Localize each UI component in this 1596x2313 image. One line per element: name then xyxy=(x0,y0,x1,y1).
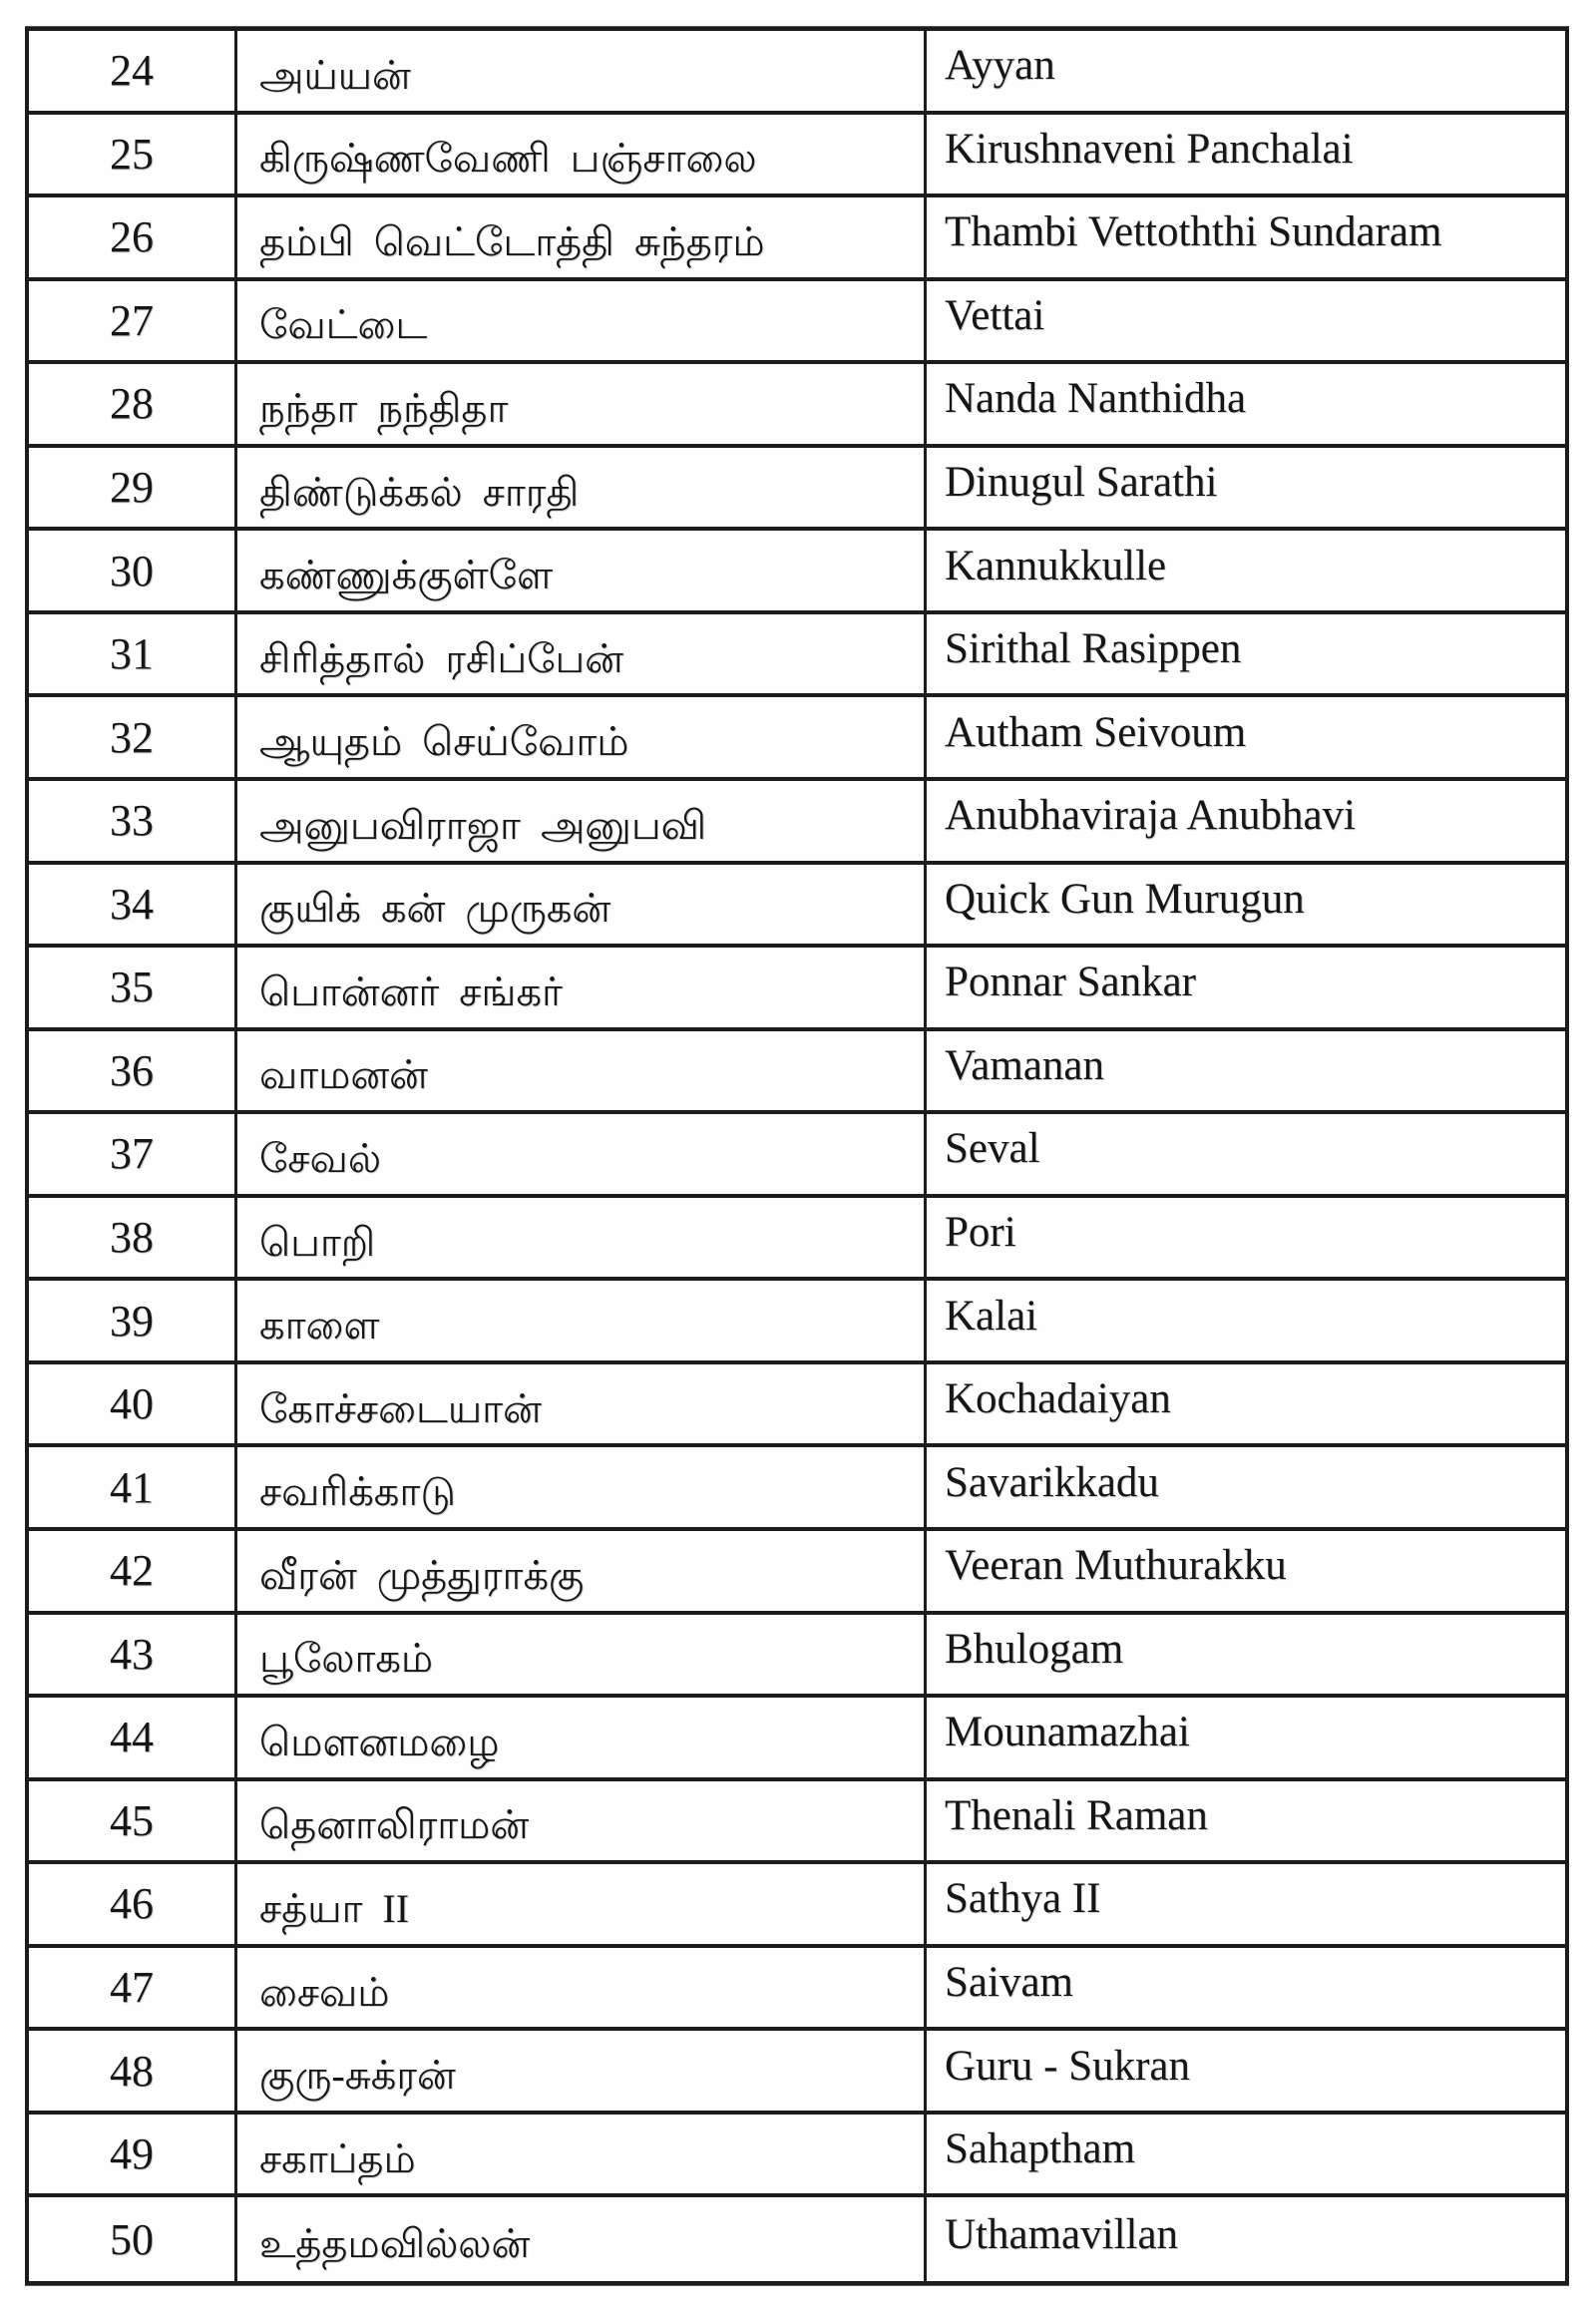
tamil-title-cell: சிரித்தால் ரசிப்பேன் xyxy=(237,614,927,694)
row-number-cell: 44 xyxy=(29,1698,237,1777)
row-number-cell: 43 xyxy=(29,1615,237,1695)
table-row xyxy=(29,31,1565,115)
english-title-cell: Anubhaviraja Anubhavi xyxy=(945,792,1356,840)
table-row xyxy=(29,448,1565,532)
tamil-title-cell: அய்யன் xyxy=(237,31,927,111)
tamil-title-cell: நந்தா நந்திதா xyxy=(237,364,927,444)
row-number-cell: 41 xyxy=(29,1447,237,1527)
row-number-cell: 32 xyxy=(29,697,237,777)
english-title-cell: Thenali Raman xyxy=(945,1791,1208,1839)
english-title-cell: Guru - Sukran xyxy=(945,2042,1191,2090)
english-title-cell: Vamanan xyxy=(945,1041,1104,1089)
tamil-title-cell: கிருஷ்ணவேணி பஞ்சாலை xyxy=(237,115,927,194)
tamil-title-cell: குயிக் கன் முருகன் xyxy=(237,865,927,945)
english-title-cell: Kannukkulle xyxy=(945,542,1167,589)
table-row xyxy=(29,781,1565,865)
row-number-cell: 39 xyxy=(29,1281,237,1360)
english-title-cell: Sathya II xyxy=(945,1875,1101,1923)
row-number-cell: 36 xyxy=(29,1031,237,1111)
tamil-title-cell: சைவம் xyxy=(237,1948,927,2028)
table-row xyxy=(29,614,1565,698)
english-title-cell: Bhulogam xyxy=(945,1625,1124,1673)
table-row xyxy=(29,281,1565,365)
table-row xyxy=(29,364,1565,448)
table-row xyxy=(29,1948,1565,2032)
english-title-cell: Quick Gun Murugun xyxy=(945,875,1305,923)
english-title-cell: Dinugul Sarathi xyxy=(945,459,1218,507)
row-number-cell: 33 xyxy=(29,781,237,861)
english-title-cell: Savarikkadu xyxy=(945,1458,1159,1506)
english-title-cell: Kochadaiyan xyxy=(945,1375,1171,1423)
tamil-title-cell: சகாப்தம் xyxy=(237,2115,927,2194)
table-row xyxy=(29,1447,1565,1531)
tamil-title-cell: தெனாலிராமன் xyxy=(237,1781,927,1861)
tamil-title-cell: வீரன் முத்துராக்கு xyxy=(237,1531,927,1611)
table-row xyxy=(29,531,1565,614)
table-row xyxy=(29,2115,1565,2198)
tamil-title-cell: சவரிக்காடு xyxy=(237,1447,927,1527)
row-number-cell: 37 xyxy=(29,1114,237,1194)
table-row xyxy=(29,1364,1565,1448)
tamil-title-cell: திண்டுக்கல் சாரதி xyxy=(237,448,927,528)
table-row xyxy=(29,1781,1565,1865)
row-number-cell: 30 xyxy=(29,531,237,610)
english-title-cell: Sahaptham xyxy=(945,2125,1136,2173)
table-row xyxy=(29,2197,1565,2281)
tamil-title-cell: சத்யா II xyxy=(237,1864,927,1944)
tamil-title-cell: கோச்சடையான் xyxy=(237,1364,927,1444)
english-title-cell: Kalai xyxy=(945,1292,1038,1340)
english-title-cell: Seval xyxy=(945,1125,1040,1173)
english-title-cell: Uthamavillan xyxy=(945,2210,1179,2258)
tamil-title-cell: சேவல் xyxy=(237,1114,927,1194)
table-row xyxy=(29,1864,1565,1948)
english-title-cell: Kirushnaveni Panchalai xyxy=(945,125,1354,173)
row-number-cell: 27 xyxy=(29,281,237,361)
table-row xyxy=(29,115,1565,198)
table-row xyxy=(29,2031,1565,2115)
table-row xyxy=(29,948,1565,1031)
tamil-title-cell: மௌனமழை xyxy=(237,1698,927,1777)
table-row xyxy=(29,865,1565,949)
row-number-cell: 29 xyxy=(29,448,237,528)
row-number-cell: 40 xyxy=(29,1364,237,1444)
english-title-cell: Ponnar Sankar xyxy=(945,959,1196,1006)
row-number-cell: 26 xyxy=(29,197,237,277)
tamil-title-cell: குரு-சுக்ரன் xyxy=(237,2031,927,2111)
row-number-cell: 42 xyxy=(29,1531,237,1611)
english-title-cell: Veeran Muthurakku xyxy=(945,1542,1287,1590)
english-title-cell: Sirithal Rasippen xyxy=(945,625,1242,673)
table-row xyxy=(29,697,1565,781)
row-number-cell: 49 xyxy=(29,2115,237,2194)
row-number-cell: 50 xyxy=(29,2197,237,2281)
english-title-cell: Vettai xyxy=(945,291,1045,339)
table-row xyxy=(29,1698,1565,1781)
table-row xyxy=(29,1281,1565,1364)
row-number-cell: 35 xyxy=(29,948,237,1027)
row-number-cell: 38 xyxy=(29,1198,237,1278)
table-row xyxy=(29,1531,1565,1615)
row-number-cell: 28 xyxy=(29,364,237,444)
row-number-cell: 48 xyxy=(29,2031,237,2111)
table-row xyxy=(29,1198,1565,1282)
row-number-cell: 46 xyxy=(29,1864,237,1944)
table-row xyxy=(29,1031,1565,1115)
table-row xyxy=(29,1114,1565,1198)
tamil-title-cell: தம்பி வெட்டோத்தி சுந்தரம் xyxy=(237,197,927,277)
row-number-cell: 25 xyxy=(29,115,237,194)
tamil-title-cell: பொன்னர் சங்கர் xyxy=(237,948,927,1027)
english-title-cell: Pori xyxy=(945,1209,1016,1257)
table-row xyxy=(29,197,1565,281)
table-row xyxy=(29,1615,1565,1699)
english-title-cell: Ayyan xyxy=(945,42,1055,90)
tamil-title-cell: கண்ணுக்குள்ளே xyxy=(237,531,927,610)
english-title-cell: Autham Seivoum xyxy=(945,708,1247,756)
tamil-title-cell: வாமனன் xyxy=(237,1031,927,1111)
tamil-title-cell: அனுபவிராஜா அனுபவி xyxy=(237,781,927,861)
tamil-title-cell: உத்தமவில்லன் xyxy=(237,2197,927,2281)
row-number-cell: 31 xyxy=(29,614,237,694)
movies-table xyxy=(25,27,1569,2285)
english-title-cell: Saivam xyxy=(945,1959,1073,2007)
english-title-cell: Mounamazhai xyxy=(945,1709,1190,1756)
tamil-title-cell: காளை xyxy=(237,1281,927,1360)
tamil-title-cell: பொறி xyxy=(237,1198,927,1278)
english-title-cell: Nanda Nanthidha xyxy=(945,375,1247,423)
tamil-title-cell: வேட்டை xyxy=(237,281,927,361)
tamil-title-cell: பூலோகம் xyxy=(237,1615,927,1695)
tamil-title-cell: ஆயுதம் செய்வோம் xyxy=(237,697,927,777)
row-number-cell: 45 xyxy=(29,1781,237,1861)
english-title-cell: Thambi Vettoththi Sundaram xyxy=(945,208,1442,256)
row-number-cell: 24 xyxy=(29,31,237,111)
row-number-cell: 47 xyxy=(29,1948,237,2028)
row-number-cell: 34 xyxy=(29,865,237,945)
